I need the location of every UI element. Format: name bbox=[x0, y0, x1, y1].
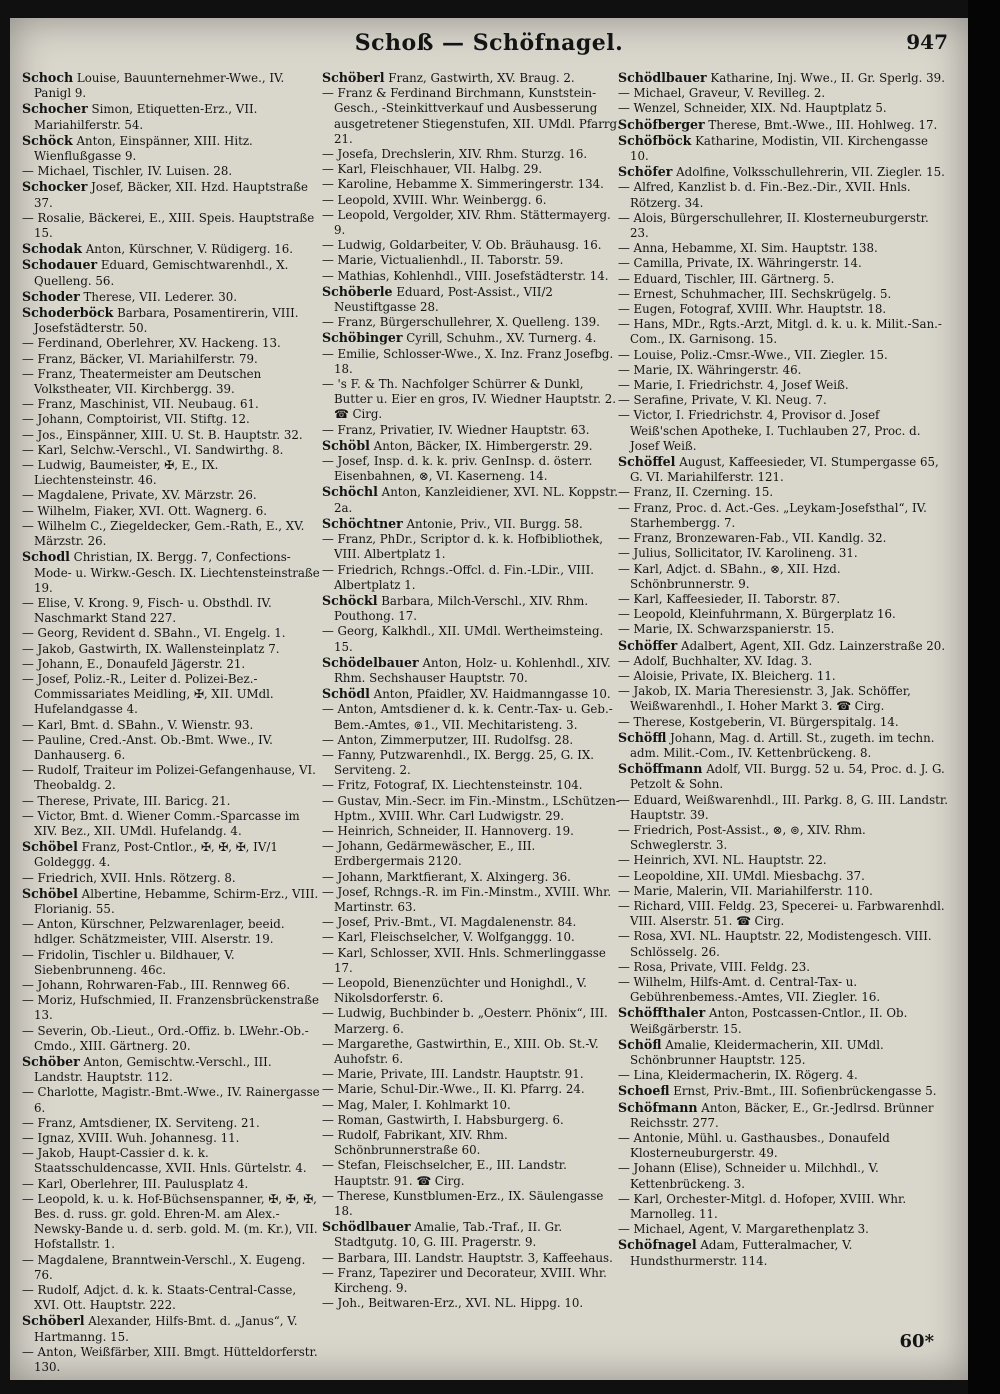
directory-entry: — Wilhelm C., Ziegeldecker, Gem.-Rath, E., XV. Märzstr. 26. bbox=[22, 518, 305, 549]
surname: Schodak bbox=[22, 241, 83, 257]
directory-entry: — Therese, Kostgeberin, VI. Bürgerspitalg. 14. bbox=[618, 714, 899, 729]
directory-entry: — Karl, Fleischhauer, VII. Halbg. 29. bbox=[322, 162, 543, 177]
directory-entry: — Leopold, Vergolder, XIV. Rhm. Stättermayerg. 9. bbox=[322, 207, 611, 238]
surname: Schöck bbox=[22, 132, 73, 148]
directory-page bbox=[10, 18, 968, 1380]
directory-entry: — Alois, Bürgerschullehrer, II. Klosterneuburgerstr. 23. bbox=[618, 210, 929, 241]
surname: Schödl bbox=[322, 686, 370, 702]
directory-entry: — Johann, Marktfierant, X. Alxingerg. 36. bbox=[322, 869, 571, 884]
directory-entry: — Johann, Comptoirist, VII. Stiftg. 12. bbox=[22, 412, 250, 427]
surname: Schöffthaler bbox=[618, 1005, 706, 1021]
directory-entry: — Louise, Poliz.-Cmsr.-Wwe., VII. Ziegler. 15. bbox=[618, 347, 888, 362]
directory-entry: — Franz, PhDr., Scriptor d. k. k. Hofbibliothek, VIII. Albertplatz 1. bbox=[322, 532, 604, 562]
directory-entry: Schöfböck Katharine, Modistin, VII. Kirchengasse 10. bbox=[618, 132, 928, 164]
directory-entry: — Franz, Proc. d. Act.-Ges. „Leykam-Josefsthal“, IV. Starhembergg. 7. bbox=[618, 500, 927, 530]
directory-entry: — Ludwig, Baumeister, ✠, E., IX. Liechtensteinstr. 46. bbox=[22, 458, 219, 488]
directory-entry: Schodauer Eduard, Gemischtwarenhdl., X. Quelleng. 56. bbox=[22, 257, 289, 288]
directory-entry: — Leopoldine, XII. UMdl. Miesbachg. 37. bbox=[618, 868, 865, 883]
directory-entry: — Franz, Theatermeister am Deutschen Volkstheater, VII. Kirchbergg. 39. bbox=[22, 366, 262, 397]
surname: Schodauer bbox=[22, 257, 98, 273]
directory-entry: — Franz, Bäcker, VI. Mariahilferstr. 79. bbox=[22, 351, 258, 366]
directory-entry: — Hans, MDr., Rgts.-Arzt, Mitgl. d. k. u. k. Milit.-San.-Com., IX. Garnisong. 15. bbox=[618, 317, 942, 347]
directory-entry: Schöfberger Therese, Bmt.-Wwe., III. Hohlweg. 17. bbox=[618, 116, 938, 132]
directory-entry: — Karl, Oberlehrer, III. Paulusplatz 4. bbox=[22, 1176, 249, 1191]
directory-entry: Schoderböck Barbara, Posamentirerin, VIII. Josefstädterstr. 50. bbox=[22, 305, 299, 336]
directory-entry: — Johann, Rohrwaren-Fab., III. Rennweg 66. bbox=[22, 977, 291, 992]
directory-entry: — Joh., Beitwaren-Erz., XVI. NL. Hippg. 10. bbox=[322, 1296, 584, 1311]
directory-entry: Schöffel August, Kaffeesieder, VI. Stumpergasse 65, G. VI. Mariahilferstr. 121. bbox=[618, 454, 939, 485]
directory-entry: — Anton, Kürschner, Pelzwarenlager, beeid. hdlger. Schätzmeister, VIII. Alserstr. 19. bbox=[22, 917, 285, 947]
directory-entry: — Jakob, Gastwirth, IX. Wallensteinplatz 7. bbox=[22, 641, 280, 656]
directory-entry: Schöberle Eduard, Post-Assist., VII/2 Neustiftgasse 28. bbox=[322, 283, 553, 315]
directory-entry: — Karoline, Hebamme X. Simmeringerstr. 134. bbox=[322, 177, 604, 192]
directory-entry: — Franz, Privatier, IV. Wiedner Hauptstr. 63. bbox=[322, 422, 590, 437]
directory-entry: Schöbl Anton, Bäcker, IX. Himbergerstr. 29. bbox=[322, 437, 593, 453]
directory-entry: — Magdalene, Private, XV. Märzstr. 26. bbox=[22, 488, 257, 503]
directory-entry: — Franz, Maschinist, VII. Neubaug. 61. bbox=[22, 397, 259, 412]
directory-entry: Schocker Josef, Bäcker, XII. Hzd. Hauptstraße 37. bbox=[22, 179, 309, 210]
directory-entry: Schöffl Johann, Mag. d. Artill. St., zugeth. im techn. adm. Milit.-Com., IV. Kettenbrückeng. 8. bbox=[618, 729, 935, 760]
directory-entry: — Therese, Private, III. Baricg. 21. bbox=[22, 793, 231, 808]
directory-entry: — Alfred, Kanzlist b. d. Fin.-Bez.-Dir., XVII. Hnls. Rötzerg. 34. bbox=[618, 180, 911, 210]
directory-entry: — Rosa, Private, VIII. Feldg. 23. bbox=[618, 959, 811, 974]
directory-entry: — Friedrich, XVII. Hnls. Rötzerg. 8. bbox=[22, 870, 236, 885]
directory-entry: — Karl, Orchester-Mitgl. d. Hofoper, XVIII. Whr. Marnolleg. 11. bbox=[618, 1191, 907, 1222]
directory-entry: — Marie, IX. Schwarzspanierstr. 15. bbox=[618, 622, 835, 637]
directory-entry: Schöffmann Adolf, VII. Burgg. 52 u. 54, Proc. d. J. G. Petzolt & Sohn. bbox=[618, 761, 945, 792]
directory-entry: — Roman, Gastwirth, I. Habsburgerg. 6. bbox=[322, 1112, 564, 1127]
directory-entry: — Franz, Bürgerschullehrer, X. Quelleng. 139. bbox=[322, 315, 600, 330]
directory-entry: — Wilhelm, Fiaker, XVI. Ott. Wagnerg. 6. bbox=[22, 503, 267, 518]
directory-entry: Schocher Simon, Etiquetten-Erz., VII. Mariahilferstr. 54. bbox=[22, 101, 258, 132]
directory-entry: Schöffthaler Anton, Postcassen-Cntlor., II. Ob. Weißgärberstr. 15. bbox=[618, 1005, 908, 1036]
directory-entry: — Josef, Rchngs.-R. im Fin.-Minstm., XVIII. Whr. Martinstr. 63. bbox=[322, 884, 612, 914]
directory-entry: — Aloisie, Private, IX. Bleicherg. 11. bbox=[618, 668, 836, 683]
directory-entry: — Johann, Gedärmewäscher, E., III. Erdbergermais 2120. bbox=[322, 839, 536, 869]
directory-entry: — Adolf, Buchhalter, XV. Idag. 3. bbox=[618, 653, 813, 668]
directory-entry: — Franz, Amtsdiener, IX. Serviteng. 21. bbox=[22, 1115, 260, 1130]
surname: Schödelbauer bbox=[322, 654, 419, 670]
directory-entry: — Therese, Kunstblumen-Erz., IX. Säulengasse 18. bbox=[322, 1188, 604, 1219]
surname: Schocher bbox=[22, 101, 88, 117]
directory-entry: Schöbinger Cyrill, Schuhm., XV. Turnerg. 4. bbox=[322, 330, 597, 346]
directory-entry: — Marie, Victualienhdl., II. Taborstr. 59. bbox=[322, 253, 564, 268]
column-left bbox=[22, 70, 322, 1375]
directory-entry: — Franz, Bronzewaren-Fab., VII. Kandlg. 32. bbox=[618, 531, 887, 546]
surname: Schödlbauer bbox=[618, 70, 707, 85]
surname: Schöbl bbox=[322, 437, 370, 453]
entry-columns bbox=[22, 70, 952, 1375]
directory-entry: — Ludwig, Buchbinder b. „Oesterr. Phönix“, III. Marzerg. 6. bbox=[322, 1006, 608, 1036]
directory-entry: Schöfl Amalie, Kleidermacherin, XII. UMdl. Schönbrunner Hauptstr. 125. bbox=[618, 1036, 884, 1067]
directory-entry: Schöbel Albertine, Hebamme, Schirm-Erz., VIII. Florianig. 55. bbox=[22, 885, 319, 916]
directory-entry: — 's F. & Th. Nachfolger Schürrer & Dunkl, Butter u. Eier en gros, IV. Wiedner Hauptstr. 2. ☎ Cirg. bbox=[322, 377, 617, 422]
directory-entry: Schöberl Alexander, Hilfs-Bmt. d. „Janus“, V. Hartmanng. 15. bbox=[22, 1313, 298, 1344]
directory-entry: Schöck Anton, Einspänner, XIII. Hitz. Wienflußgasse 9. bbox=[22, 132, 253, 164]
directory-entry: Schöbel Franz, Post-Cntlor., ✠, ✠, ✠, IV/1 Goldeggg. 4. bbox=[22, 839, 278, 870]
directory-entry: — Pauline, Cred.-Anst. Ob.-Bmt. Wwe., IV. Danhauserg. 6. bbox=[22, 732, 273, 762]
directory-entry: Schodl Christian, IX. Bergg. 7, Confections-Mode- u. Wirkw.-Gesch. IX. Liechtensteinstraße 19. bbox=[22, 549, 320, 595]
directory-entry: — Anton, Amtsdiener d. k. k. Centr.-Tax- u. Geb.-Bem.-Amtes, ⊚1., VII. Mechitaristeng. 3. bbox=[322, 702, 613, 732]
signature-mark: 60* bbox=[899, 1331, 934, 1352]
directory-entry: — Charlotte, Magistr.-Bmt.-Wwe., IV. Rainergasse 6. bbox=[22, 1085, 320, 1115]
directory-entry: — Karl, Bmt. d. SBahn., V. Wienstr. 93. bbox=[22, 717, 254, 732]
directory-entry: Schöffer Adalbert, Agent, XII. Gdz. Lainzerstraße 20. bbox=[618, 637, 946, 653]
directory-entry: — Rosa, XVI. NL. Hauptstr. 22, Modistengesch. VIII. Schlösselg. 26. bbox=[618, 929, 932, 959]
directory-entry: — Michael, Graveur, V. Revilleg. 2. bbox=[618, 86, 826, 101]
surname: Schöffmann bbox=[618, 761, 703, 777]
directory-entry: — Severin, Ob.-Lieut., Ord.-Offiz. b. LWehr.-Ob.-Cmdo., XIII. Gärtnerg. 20. bbox=[22, 1023, 309, 1053]
directory-entry: Schödlbauer Amalie, Tab.-Traf., II. Gr. Stadtgutg. 10, G. III. Pragerstr. 9. bbox=[322, 1219, 563, 1250]
surname: Schöfer bbox=[618, 164, 673, 180]
directory-entry: Schöckl Barbara, Milch-Verschl., XIV. Rhm. Pouthong. 17. bbox=[322, 592, 589, 624]
directory-entry: — Heinrich, Schneider, II. Hannoverg. 19. bbox=[322, 823, 574, 838]
running-title: Schoß — Schöfnagel. bbox=[354, 30, 624, 56]
directory-entry: — Fridolin, Tischler u. Bildhauer, V. Siebenbrunneng. 46c. bbox=[22, 947, 235, 977]
directory-entry: — Marie, Private, III. Landstr. Hauptstr. 91. bbox=[322, 1067, 584, 1082]
directory-entry: Schödlbauer Katharine, Inj. Wwe., II. Gr. Sperlg. 39. bbox=[618, 70, 945, 85]
directory-entry: — Eugen, Fotograf, XVIII. Whr. Hauptstr. 18. bbox=[618, 302, 887, 317]
directory-entry: — Elise, V. Krong. 9, Fisch- u. Obsthdl. IV. Naschmarkt Stand 227. bbox=[22, 595, 272, 626]
directory-entry: — Leopold, XVIII. Whr. Weinbergg. 6. bbox=[322, 192, 547, 207]
surname: Schöfberger bbox=[618, 116, 705, 132]
directory-entry: — Stefan, Fleischselcher, E., III. Landstr. Hauptstr. 91. ☎ Cirg. bbox=[322, 1158, 567, 1188]
directory-entry: Schoder Therese, VII. Lederer. 30. bbox=[22, 288, 238, 304]
directory-entry: — Marie, IX. Währingerstr. 46. bbox=[618, 362, 802, 377]
directory-entry: — Anton, Weißfärber, XIII. Bmgt. Hütteldorferstr. 130. bbox=[22, 1344, 318, 1375]
directory-entry: — Anna, Hebamme, XI. Sim. Hauptstr. 138. bbox=[618, 241, 878, 256]
directory-entry: Schöchl Anton, Kanzleidiener, XVI. NL. Koppstr. 2a. bbox=[322, 484, 618, 515]
surname: Schöfl bbox=[618, 1036, 662, 1052]
directory-entry: — Michael, Agent, V. Margarethenplatz 3. bbox=[618, 1222, 869, 1237]
directory-entry: — Josefa, Drechslerin, XIV. Rhm. Sturzg. 16. bbox=[322, 147, 588, 162]
directory-entry: Schöfer Adolfine, Volksschullehrerin, VII. Ziegler. 15. bbox=[618, 164, 945, 180]
surname: Schöffel bbox=[618, 454, 676, 470]
column-right bbox=[618, 70, 948, 1269]
directory-entry: — Wilhelm, Hilfs-Amt. d. Central-Tax- u. Gebührenbemess.-Amtes, VII. Ziegler. 16. bbox=[618, 974, 881, 1005]
directory-entry: — Karl, Schlosser, XVII. Hnls. Schmerlinggasse 17. bbox=[322, 945, 606, 975]
directory-entry: — Friedrich, Rchngs.-Offcl. d. Fin.-LDir., VIII. Albertplatz 1. bbox=[322, 562, 595, 592]
directory-entry: — Camilla, Private, IX. Währingerstr. 14. bbox=[618, 256, 862, 271]
directory-entry: — Marie, Malerin, VII. Mariahilferstr. 110. bbox=[618, 883, 873, 898]
directory-entry: — Georg, Kalkhdl., XII. UMdl. Wertheimsteing. 15. bbox=[322, 624, 604, 654]
directory-entry: — Marie, I. Friedrichstr. 4, Josef Weiß. bbox=[618, 378, 849, 393]
surname: Schöchl bbox=[322, 484, 378, 500]
directory-entry: Schoch Louise, Bauunternehmer-Wwe., IV. Panigl 9. bbox=[22, 70, 285, 101]
directory-entry: — Mag, Maler, I. Kohlmarkt 10. bbox=[322, 1097, 511, 1112]
directory-entry: — Wenzel, Schneider, XIX. Nd. Hauptplatz 5. bbox=[618, 101, 887, 116]
directory-entry: — Rosalie, Bäckerei, E., XIII. Speis. Hauptstraße 15. bbox=[22, 210, 315, 241]
directory-entry: Schöberl Franz, Gastwirth, XV. Braug. 2. bbox=[322, 70, 575, 85]
directory-entry: — Margarethe, Gastwirthin, E., XIII. Ob. St.-V. Auhofstr. 6. bbox=[322, 1036, 599, 1066]
surname: Schöfböck bbox=[618, 132, 692, 148]
surname: Schöberle bbox=[322, 283, 393, 299]
directory-entry: — Fritz, Fotograf, IX. Liechtensteinstr. 104. bbox=[322, 778, 583, 793]
directory-entry: — Magdalene, Branntwein-Verschl., X. Eugeng. 76. bbox=[22, 1252, 306, 1282]
directory-entry: — Ferdinand, Oberlehrer, XV. Hackeng. 13. bbox=[22, 336, 281, 351]
directory-entry: — Josef, Insp. d. k. k. priv. GenInsp. d. österr. Eisenbahnen, ⊗, VI. Kaserneng. 14. bbox=[322, 454, 593, 484]
directory-entry: — Rudolf, Traiteur im Polizei-Gefangenhause, VI. Theobaldg. 2. bbox=[22, 763, 316, 793]
directory-entry: Schöfnagel Adam, Futteralmacher, V. Hundsthurmerstr. 114. bbox=[618, 1237, 853, 1268]
directory-entry: — Victor, I. Friedrichstr. 4, Provisor d. Josef Weiß'schen Apotheke, I. Tuchlauben 27, Proc. d. Josef Weiß. bbox=[618, 408, 921, 453]
surname: Schoch bbox=[22, 70, 74, 85]
directory-entry: — Jos., Einspänner, XIII. U. St. B. Hauptstr. 32. bbox=[22, 427, 303, 442]
directory-entry: Schoefl Ernst, Priv.-Bmt., III. Sofienbrückengasse 5. bbox=[618, 1083, 937, 1099]
directory-entry: — Serafine, Private, V. Kl. Neug. 7. bbox=[618, 393, 827, 408]
directory-entry: Schödl Anton, Pfaidler, XV. Haidmanngasse 10. bbox=[322, 686, 611, 702]
directory-entry: — Rudolf, Adjct. d. k. k. Staats-Central-Casse, XVI. Ott. Hauptstr. 222. bbox=[22, 1283, 297, 1313]
surname: Schoder bbox=[22, 288, 80, 304]
directory-entry: Schöber Anton, Gemischtw.-Verschl., III. Landstr. Hauptstr. 112. bbox=[22, 1054, 272, 1085]
directory-entry: — Georg, Revident d. SBahn., VI. Engelg. 1. bbox=[22, 626, 286, 641]
directory-entry: — Gustav, Min.-Secr. im Fin.-Minstm., LSchützen-Hptm., XVIII. Whr. Carl Ludwigstr. 29. bbox=[322, 793, 620, 823]
directory-entry: — Barbara, III. Landstr. Hauptstr. 3, Kaffeehaus. bbox=[322, 1250, 613, 1265]
directory-entry: — Josef, Priv.-Bmt., VI. Magdalenenstr. 84. bbox=[322, 915, 577, 930]
directory-entry: — Rudolf, Fabrikant, XIV. Rhm. Schönbrunnerstraße 60. bbox=[322, 1128, 508, 1158]
directory-entry: — Marie, Schul-Dir.-Wwe., II. Kl. Pfarrg. 24. bbox=[322, 1082, 585, 1097]
book-spine-shadow bbox=[968, 0, 1000, 1394]
directory-entry: — Moriz, Hufschmied, II. Franzensbrückenstraße 13. bbox=[22, 993, 319, 1023]
surname: Schöbel bbox=[22, 839, 78, 855]
directory-entry: — Heinrich, XVI. NL. Hauptstr. 22. bbox=[618, 853, 827, 868]
surname: Schöfmann bbox=[618, 1099, 698, 1115]
directory-entry: — Leopold, Kleinfuhrmann, X. Bürgerplatz 16. bbox=[618, 607, 896, 622]
directory-entry: — Friedrich, Post-Assist., ⊗, ⊚, XIV. Rhm. Schweglerstr. 3. bbox=[618, 822, 866, 853]
directory-entry: Schödelbauer Anton, Holz- u. Kohlenhdl., XIV. Rhm. Sechshauser Hauptstr. 70. bbox=[322, 654, 611, 685]
surname: Schöchtner bbox=[322, 515, 403, 531]
directory-entry: — Franz & Ferdinand Birchmann, Kunststein-Gesch., -Steinkittverkauf und Ausbesserung ausgetretener Stiegenstufen, XII. UMdl. Pfarrg. 21. bbox=[322, 86, 621, 146]
directory-entry: — Johann, E., Donaufeld Jägerstr. 21. bbox=[22, 656, 246, 671]
directory-entry: — Julius, Sollicitator, IV. Karolineng. 31. bbox=[618, 546, 858, 561]
directory-entry: — Josef, Poliz.-R., Leiter d. Polizei-Bez.-Commissariates Meidling, ✠, XII. UMdl. Hufelandgasse 4. bbox=[22, 671, 274, 717]
directory-entry: — Mathias, Kohlenhdl., VIII. Josefstädterstr. 14. bbox=[322, 268, 609, 283]
directory-entry: — Anton, Zimmerputzer, III. Rudolfsg. 28. bbox=[322, 732, 574, 747]
directory-entry: — Jakob, Haupt-Cassier d. k. k. Staatsschuldencasse, XVII. Hnls. Gürtelstr. 4. bbox=[22, 1146, 307, 1176]
directory-entry: — Karl, Fleischselcher, V. Wolfganggg. 10. bbox=[322, 930, 575, 945]
directory-entry: Schöfmann Anton, Bäcker, E., Gr.-Jedlrsd. Brünner Reichsstr. 277. bbox=[618, 1099, 934, 1130]
surname: Schöberl bbox=[322, 70, 385, 85]
directory-entry: — Richard, VIII. Feldg. 23, Specerei- u. Farbwarenhdl. VIII. Alserstr. 51. ☎ Cirg. bbox=[618, 898, 945, 929]
surname: Schoderböck bbox=[22, 305, 114, 321]
directory-entry: — Leopold, k. u. k. Hof-Büchsenspanner, ✠, ✠, ✠, Bes. d. russ. gr. gold. Ehren-M. am Alex.-Newsky-Bande u. d. serb. gold. M. (m. Kr.), VII. Hofstallstr. 1. bbox=[22, 1191, 318, 1252]
directory-entry: — Karl, Selchw.-Verschl., VI. Sandwirthg. 8. bbox=[22, 442, 284, 457]
directory-entry: Schöchtner Antonie, Priv., VII. Burgg. 58. bbox=[322, 515, 583, 531]
surname: Schöberl bbox=[22, 1313, 85, 1329]
directory-entry: — Karl, Kaffeesieder, II. Taborstr. 87. bbox=[618, 591, 841, 606]
directory-entry: — Ludwig, Goldarbeiter, V. Ob. Bräuhausg. 16. bbox=[322, 238, 602, 253]
surname: Schöbinger bbox=[322, 330, 403, 346]
directory-entry: — Franz, Tapezirer und Decorateur, XVIII. Whr. Kircheng. 9. bbox=[322, 1265, 607, 1296]
directory-entry: — Lina, Kleidermacherin, IX. Rögerg. 4. bbox=[618, 1068, 858, 1083]
surname: Schöfnagel bbox=[618, 1237, 697, 1253]
page-header bbox=[10, 30, 968, 70]
directory-entry: — Ernest, Schuhmacher, III. Sechskrügelg. 5. bbox=[618, 286, 892, 301]
column-middle bbox=[322, 70, 622, 1311]
directory-entry: — Antonie, Mühl. u. Gasthausbes., Donaufeld Klosterneuburgerstr. 49. bbox=[618, 1131, 890, 1161]
surname: Schöckl bbox=[322, 592, 378, 608]
directory-entry: — Victor, Bmt. d. Wiener Comm.-Sparcasse im XIV. Bez., XII. UMdl. Hufelandg. 4. bbox=[22, 808, 300, 838]
directory-entry: — Karl, Adjct. d. SBahn., ⊗, XII. Hzd. Schönbrunnerstr. 9. bbox=[618, 561, 841, 591]
page-number: 947 bbox=[906, 30, 948, 54]
directory-entry: — Fanny, Putzwarenhdl., IX. Bergg. 25, G. IX. Serviteng. 2. bbox=[322, 747, 595, 778]
directory-entry: — Franz, II. Czerning. 15. bbox=[618, 485, 774, 500]
surname: Schödlbauer bbox=[322, 1219, 411, 1235]
surname: Schoefl bbox=[618, 1083, 670, 1099]
directory-entry: — Jakob, IX. Maria Theresienstr. 3, Jak. Schöffer, Weißwarenhdl., I. Hoher Markt 3. ☎ Cirg. bbox=[618, 684, 911, 714]
directory-entry: Schodak Anton, Kürschner, V. Rüdigerg. 16. bbox=[22, 241, 294, 257]
directory-entry: — Leopold, Bienenzüchter und Honighdl., V. Nikolsdorferstr. 6. bbox=[322, 975, 587, 1006]
surname: Schöffer bbox=[618, 637, 678, 653]
directory-entry: — Johann (Elise), Schneider u. Milchhdl., V. Kettenbrückeng. 3. bbox=[618, 1161, 879, 1191]
surname: Schöffl bbox=[618, 729, 667, 745]
directory-entry: — Michael, Tischler, IV. Luisen. 28. bbox=[22, 164, 233, 179]
surname: Schodl bbox=[22, 549, 70, 565]
surname: Schocker bbox=[22, 179, 88, 195]
directory-entry: — Emilie, Schlosser-Wwe., X. Inz. Franz Josefbg. 18. bbox=[322, 346, 614, 376]
directory-entry: — Eduard, Tischler, III. Gärtnerg. 5. bbox=[618, 271, 835, 286]
directory-entry: — Eduard, Weißwarenhdl., III. Parkg. 8, G. III. Landstr. Hauptstr. 39. bbox=[618, 792, 949, 822]
surname: Schöbel bbox=[22, 885, 78, 901]
surname: Schöber bbox=[22, 1054, 80, 1069]
directory-entry: — Ignaz, XVIII. Wuh. Johannesg. 11. bbox=[22, 1131, 240, 1146]
